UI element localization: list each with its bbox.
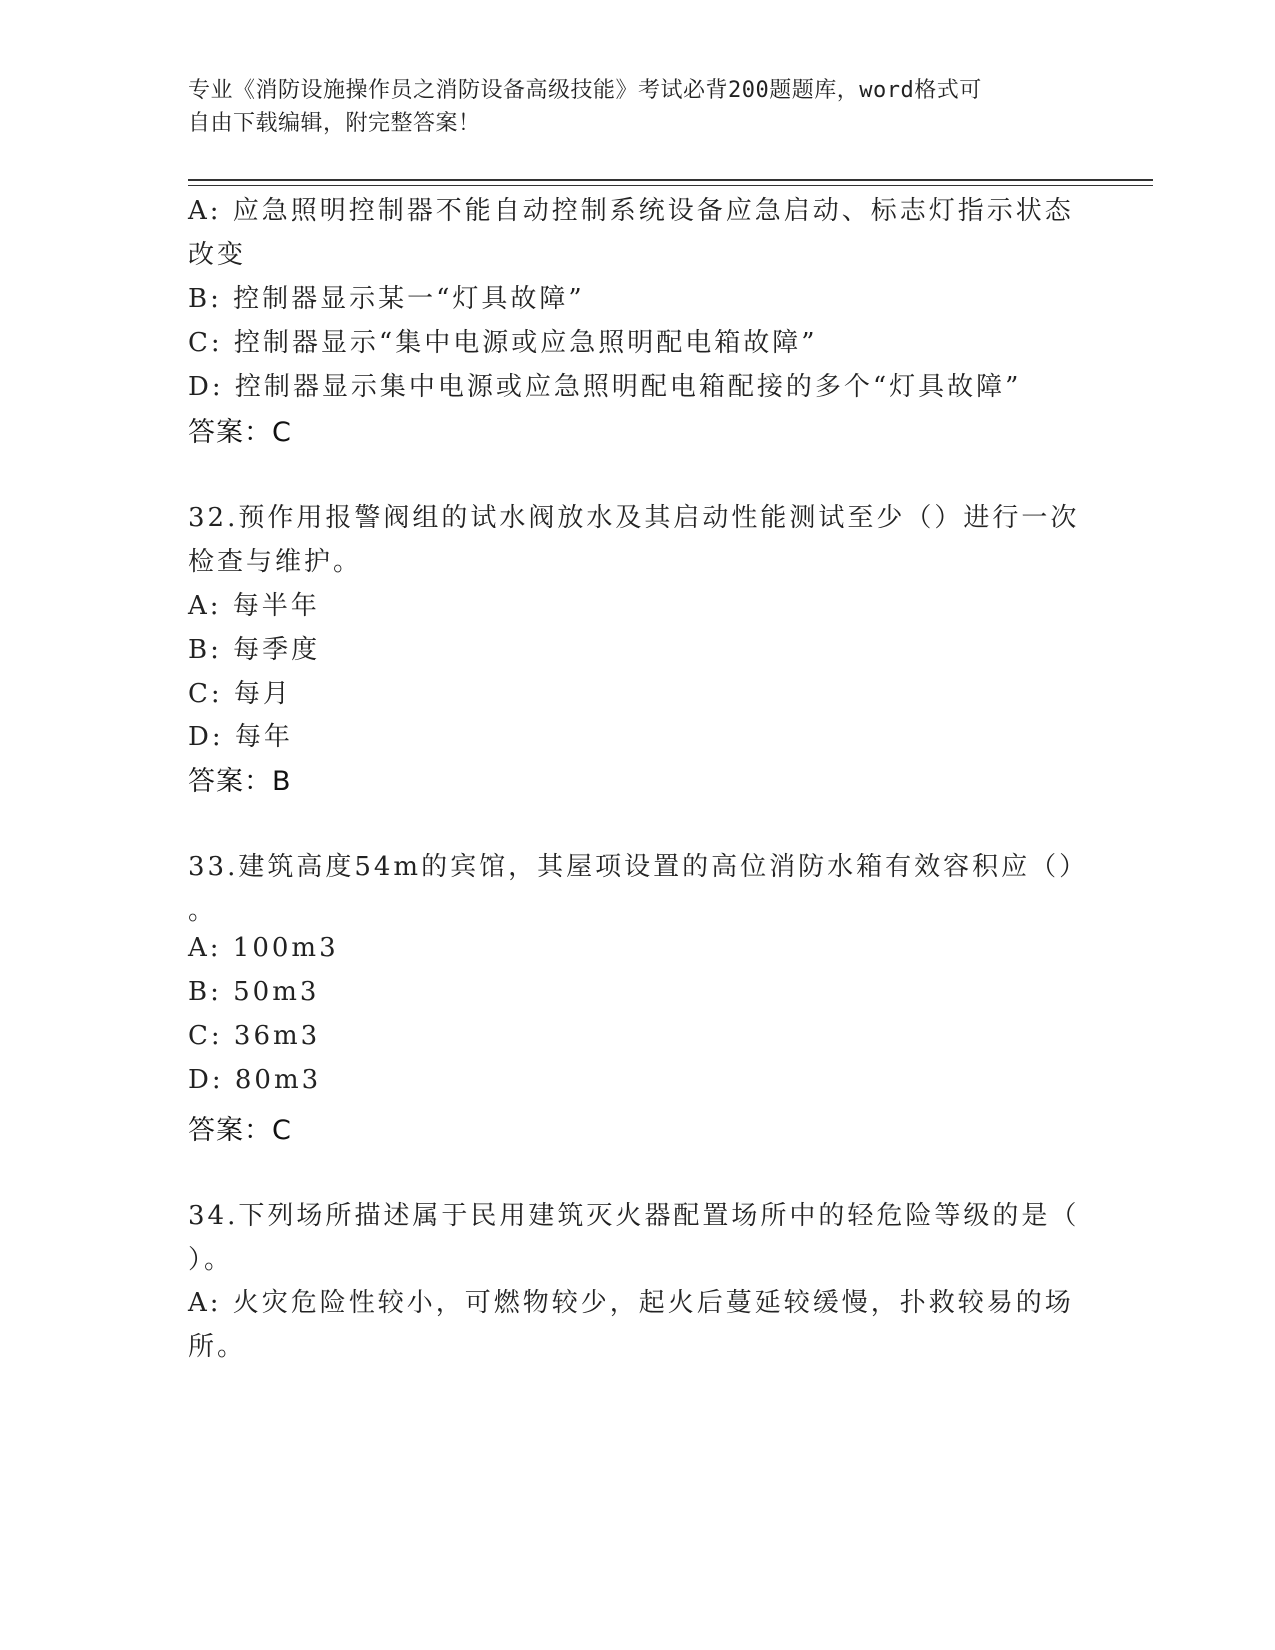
q33-stem-line-1: 33.建筑高度54m的宾馆，其屋项设置的高位消防水箱有效容积应（）: [188, 852, 1089, 882]
q34-option-a-cont: 所。: [188, 1332, 247, 1362]
q32-option-b: B: 每季度: [188, 635, 321, 665]
q31-option-c: C: 控制器显示“集中电源或应急照明配电箱故障”: [188, 328, 818, 358]
q32-option-d: D: 每年: [188, 722, 293, 752]
q34-stem-line-2: ）。: [188, 1245, 234, 1275]
q32-answer: 答案：B: [188, 766, 292, 797]
q33-option-a: A: 100m3: [188, 933, 339, 963]
header-line-2: 自由下载编辑，附完整答案！: [188, 111, 481, 136]
header-divider-thin: [188, 185, 1153, 186]
q32-stem-line-1: 32.预作用报警阀组的试水阀放水及其启动性能测试至少（）进行一次: [188, 503, 1080, 533]
document-header: [188, 74, 1088, 140]
q33-option-b: B: 50m3: [188, 977, 320, 1007]
q31-option-b: B: 控制器显示某一“灯具故障”: [188, 284, 585, 314]
q33-stem-line-2: 。: [188, 896, 218, 926]
q31-option-d: D: 控制器显示集中电源或应急照明配电箱配接的多个“灯具故障”: [188, 372, 1022, 402]
q32-option-c: C: 每月: [188, 679, 292, 709]
q31-answer: 答案：C: [188, 417, 292, 448]
q31-option-a: A: 应急照明控制器不能自动控制系统设备应急启动、标志灯指示状态: [188, 196, 1074, 226]
header-line-1: 专业《消防设施操作员之消防设备高级技能》考试必背200题题库，word格式可: [188, 78, 982, 103]
q33-option-d: D: 80m3: [188, 1065, 322, 1095]
q34-option-a: A: 火灾危险性较小，可燃物较少，起火后蔓延较缓慢，扑救较易的场: [188, 1288, 1074, 1318]
header-divider-thick: [188, 179, 1153, 181]
q32-stem-line-2: 检查与维护。: [188, 547, 363, 577]
q34-stem-line-1: 34.下列场所描述属于民用建筑灭火器配置场所中的轻危险等级的是（: [188, 1201, 1080, 1231]
q32-option-a: A: 每半年: [188, 591, 320, 621]
q33-answer: 答案：C: [188, 1115, 292, 1146]
q33-option-c: C: 36m3: [188, 1021, 321, 1051]
q31-option-a-cont: 改变: [188, 240, 247, 270]
